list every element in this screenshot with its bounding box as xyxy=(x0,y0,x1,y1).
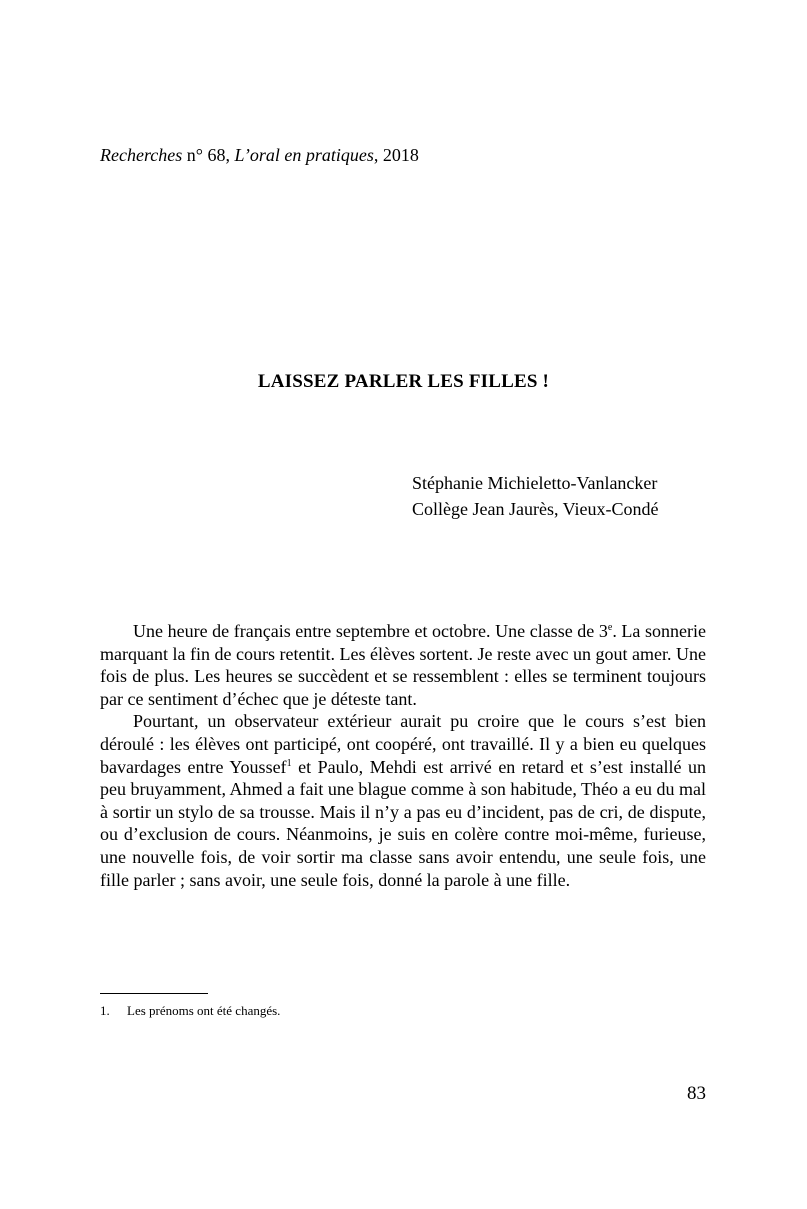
page-number: 83 xyxy=(687,1083,706,1104)
paragraph-2-text-b: et Paulo, Mehdi est arrivé en retard et s’est installé un peu bruyamment, Ahmed a fait une blague comme à son habitude, Théo a eu du mal à sortir un stylo de sa trousse. Mais il n’y a pas eu d’incident, pas de cri, de dispute, ou d’exclusion de cours. Néanmoins, je suis en colère contre moi-même, furieuse, une nouvelle fois, de voir sortir ma classe sans avoir entendu, une seule fois, une fille parler ; sans avoir, une seule fois, donné la parole à une fille. xyxy=(100,756,706,890)
footnote-number: 1. xyxy=(100,1003,110,1018)
author-name: Stéphanie Michieletto-Vanlancker xyxy=(412,473,658,493)
paragraph-1-text-b: . La sonnerie marquant la fin de cours retentit. Les élèves sortent. Je reste avec un gout amer. Une fois de plus. Les heures se succèdent et se ressemblent : elles se terminent toujours par ce sentiment d’échec que je déteste tant. xyxy=(100,621,706,709)
issue-theme: L’oral en pratiques xyxy=(234,145,374,165)
ordinal-superscript: e xyxy=(607,622,613,633)
footnote-divider xyxy=(100,993,208,994)
author-affiliation: Collège Jean Jaurès, Vieux-Condé xyxy=(412,499,659,519)
issue-number: n° 68, xyxy=(182,145,235,165)
article-title: LAISSEZ PARLER LES FILLES ! xyxy=(257,371,550,392)
paragraph-2 xyxy=(100,710,706,891)
article-body xyxy=(100,620,706,891)
running-header xyxy=(100,143,419,167)
paragraph-1-text-a: Une heure de français entre septembre et octobre. Une classe de 3 xyxy=(133,621,608,641)
footnote xyxy=(100,1002,280,1020)
footnote-text: Les prénoms ont été changés. xyxy=(127,1003,281,1018)
byline xyxy=(412,470,659,522)
journal-name: Recherches xyxy=(100,145,183,165)
paragraph-2-text-a: Pourtant, un observateur extérieur aurait pu croire que le cours s’est bien déroulé : les élèves ont participé, ont coopéré, ont travaillé. Il y a bien eu quelques bavardages entre Youssef xyxy=(100,711,706,777)
footnote-reference: 1 xyxy=(286,757,292,769)
paragraph-1 xyxy=(100,620,706,710)
issue-year: , 2018 xyxy=(373,145,419,165)
